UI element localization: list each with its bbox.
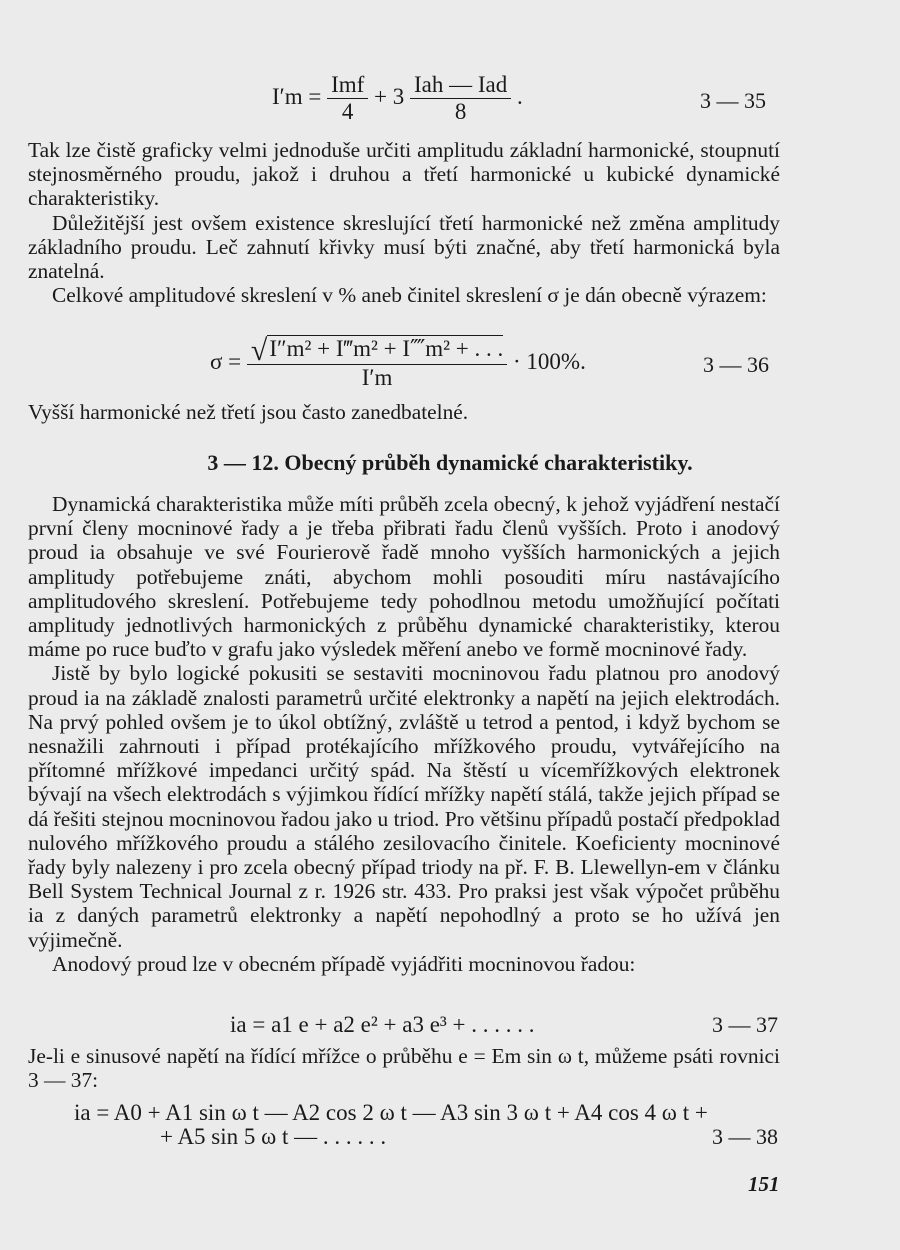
equation-number: 3 — 35 [700,88,766,113]
paragraph: Dynamická charakteristika může míti průběh zcela obecný, k jehož vyjádření nestačí první členy mocninové řady a je třeba přibrati řadu členů vyšších. Proto i anodový proud ia obsahuje ve své Fourierově řadě mnoho vyšších harmonických a jejich amplitudy potřebujeme znáti, abychom mohli posouditi míru nastávajícího amplitudového skreslení. Potřebujeme tedy pohodlnou metodu umožňující počítati amplitudy jednotlivých harmonických z průběhu dynamické charakteristiky, kterou máme po ruce buďto v grafu jako výsledek měření anebo ve formě mocninové řady. [28,492,780,662]
paragraph: Jistě by bylo logické pokusiti se sestaviti mocninovou řadu platnou pro anodový proud ia na základě znalosti parametrů určité elektronky a napětí na jejich elektrodách. Na prvý pohled ovšem je to úkol obtížný, zvláště u tetrod a pentod, i když bychom se nesnažili zahrnouti i případ protékajícího mřížkového proudu, vytvářejícího na přítomné mřížkové impedanci určitý spád. Na štěstí u vícemřížkových elektronek bývají na všech elektrodách s výjimkou řídící mřížky napětí stálá, takže jejich případ se dá řešiti stejnou mocninovou řadou jako u triod. Pro většinu případů postačí předpoklad nulového mřížkového proudu a stálého zesilovacího činitele. Koeficienty mocninové řady byly nalezeny i pro zcela obecný případ triody na př. F. B. Llewellyn-em v článku Bell System Technical Journal z r. 1926 str. 433. Pro praksi jest však výpočet průběhu ia z daných parametrů elektronky a napětí nepohodlný a proto se ho užívá jen výjimečně. [28,661,780,952]
equation-3-37: ia = a1 e + a2 e² + a3 e³ + . . . . . . [230,1012,535,1037]
equation-3-36: σ = $\frac{\text{√I″m² + I‴m² + I⁗m² + . . .}}{I'm}$ · 100%. [210,334,586,390]
paragraph: Celkové amplitudové skreslení v % aneb činitel skreslení σ je dán obecně výrazem: [52,283,767,308]
eq-plus: + 3 [374,83,405,109]
page-number: 151 [748,1172,780,1196]
eq-lhs: I′m = [272,83,322,109]
fraction-2: $\frac{\text{Iah — Iad}}{8}$ [410,72,511,125]
eq-lhs: σ = [210,348,242,374]
text-block-3 [28,492,780,976]
sqrt-icon: √ [250,334,268,367]
paragraph: Vyšší harmonické než třetí jsou často zanedbatelné. [28,400,469,424]
fraction-1: $\frac{\text{Imf}}{4}$ [327,72,368,125]
equation-number: 3 — 37 [712,1012,778,1037]
equation-number: 3 — 36 [703,352,769,377]
sqrt-fraction: $\frac{\text{√I″m² + I‴m² + I⁗m² + . . .}}{I'm}$ [247,336,507,391]
paragraph: Důležitější jest ovšem existence skreslující třetí harmonické než změna amplitudy základního proudu. Leč zahnutí křivky musí býti značné, aby třetí harmonická byla znatelná. [28,210,780,284]
section-heading: 3 — 12. Obecný průběh dynamické charakteristiky. [207,450,693,475]
text-block-1 [28,138,780,307]
equation-number: 3 — 38 [712,1124,778,1149]
paragraph: Anodový proud lze v obecném případě vyjádřiti mocninovou řadou: [52,951,636,976]
paragraph: Tak lze čistě graficky velmi jednoduše určiti amplitudu základní harmonické, stoupnutí stejnosměrného proudu, jakož i druhou a třetí harmonické u kubické dynamické charakteristiky. [28,138,780,211]
text-block-4 [28,1044,780,1092]
equation-3-38-line-2: + A5 sin 5 ω t — . . . . . . [160,1124,387,1149]
paragraph: Je-li e sinusové napětí na řídící mřížce o průběhu e = Em sin ω t, můžeme psáti rovnici 3 — 37: [28,1044,780,1093]
equation-3-38-line-1: ia = A0 + A1 sin ω t — A2 cos 2 ω t — A3 sin 3 ω t + A4 cos 4 ω t + [74,1100,708,1125]
equation-3-35: I′m = $\frac{\text{Imf}}{4}$ + 3 $\frac{\text{Iah — Iad}}{8}$ . [272,72,523,124]
text-block-2 [28,400,780,424]
